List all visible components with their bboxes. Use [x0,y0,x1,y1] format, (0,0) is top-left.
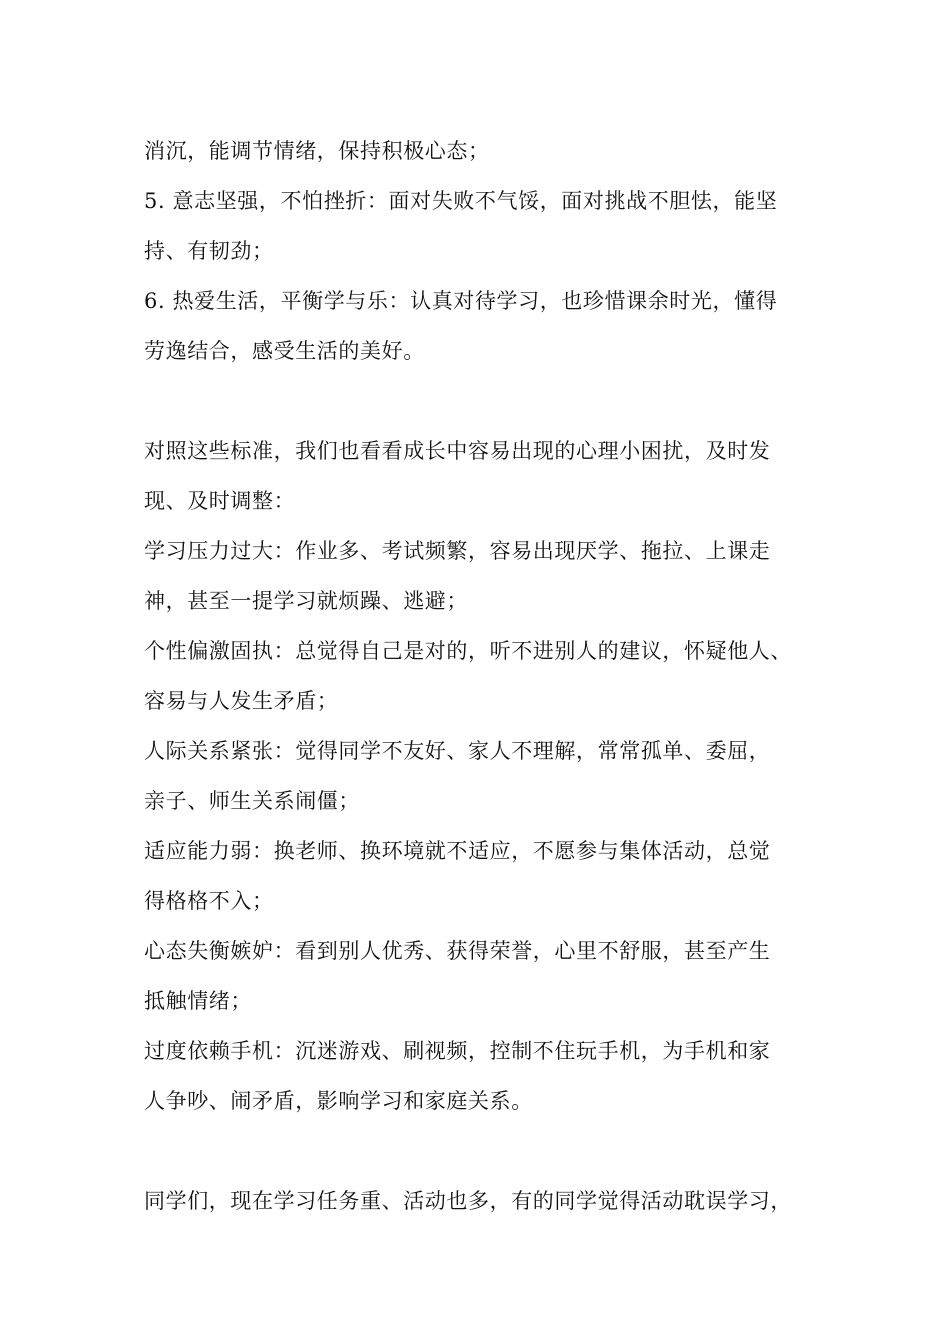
text-line: 对照这些标准，我们也看看成长中容易出现的心理小困扰，及时发 [144,439,771,463]
text-line: 神，甚至一提学习就烦躁、逃避； [144,589,468,613]
text-line: 得格格不入； [144,889,274,913]
text-line: 5. 意志坚强，不怕挫折：面对失败不气馁，面对挑战不胆怯，能坚 [144,189,778,213]
text-line: 现、及时调整： [144,489,296,513]
text-line: 人际关系紧张：觉得同学不友好、家人不理解，常常孤单、委屈， [144,739,771,763]
text-line: 个性偏激固执：总觉得自己是对的，听不进别人的建议，怀疑他人、 [144,639,792,663]
text-line: 容易与人发生矛盾； [144,689,339,713]
text-line: 抵触情绪； [144,989,252,1013]
text-line: 过度依赖手机：沉迷游戏、刷视频，控制不住玩手机，为手机和家 [144,1039,771,1063]
text-line: 同学们，现在学习任务重、活动也多，有的同学觉得活动耽误学习， [144,1189,792,1213]
text-line: 持、有韧劲； [144,239,274,263]
text-line: 心态失衡嫉妒：看到别人优秀、获得荣誉，心里不舒服，甚至产生 [144,939,771,963]
text-line: 人争吵、闹矛盾，影响学习和家庭关系。 [144,1089,533,1113]
text-line: 劳逸结合，感受生活的美好。 [144,339,425,363]
text-line: 消沉，能调节情绪，保持积极心态； [144,139,490,163]
text-line: 6. 热爱生活，平衡学与乐：认真对待学习，也珍惜课余时光，懂得 [144,289,778,313]
text-line: 学习压力过大：作业多、考试频繁，容易出现厌学、拖拉、上课走 [144,539,771,563]
text-line: 亲子、师生关系闹僵； [144,789,360,813]
text-line: 适应能力弱：换老师、换环境就不适应，不愿参与集体活动，总觉 [144,839,771,863]
